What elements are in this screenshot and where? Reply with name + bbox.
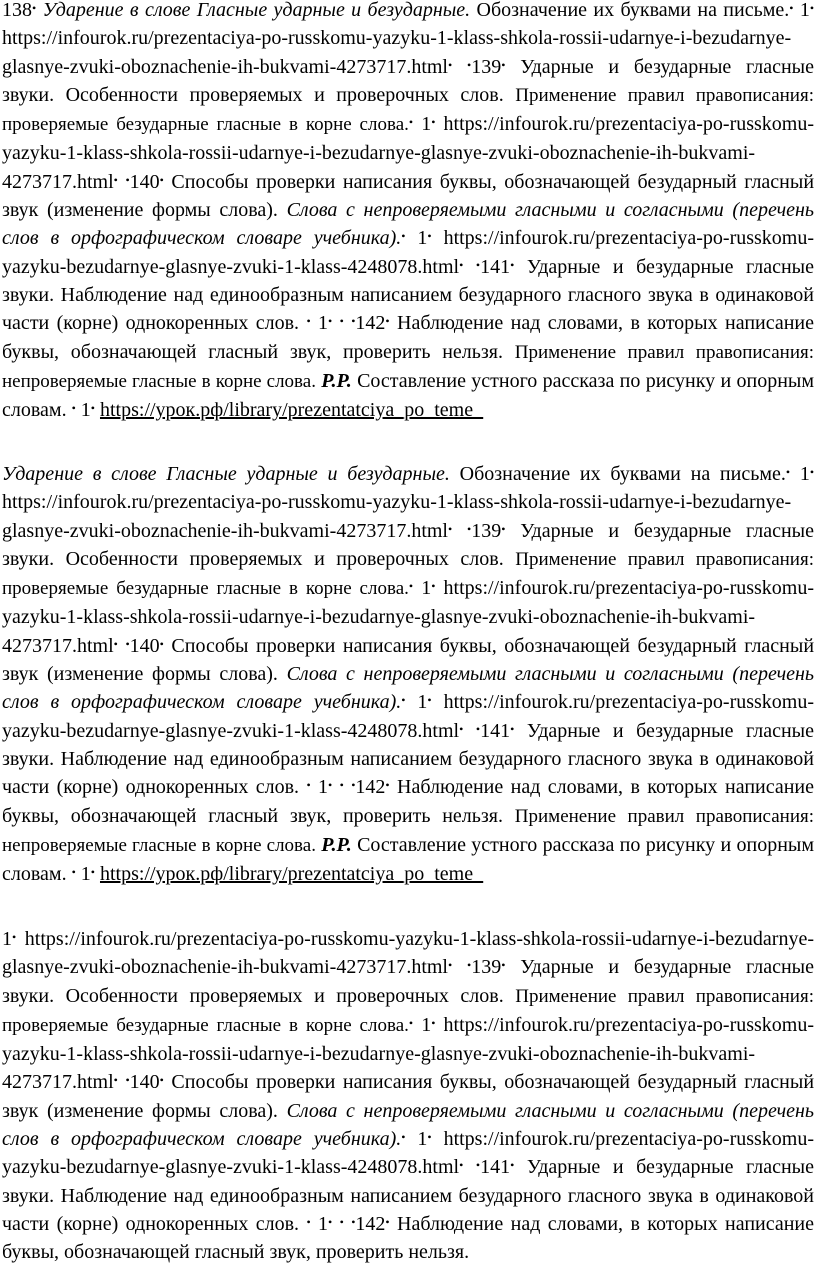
lesson-title: Ударные и безударные гласные звуки. Наблюдение над единообразным написанием безударного гласного звука в одинаковой части (корне) однокоренных слов. [2, 719, 814, 799]
bullet-icon: • [339, 314, 344, 329]
bullet-icon: • [113, 172, 118, 187]
bullet-icon: • [431, 115, 436, 130]
hours-count: 1 [80, 399, 91, 422]
hours-count: 1 [318, 776, 329, 799]
lesson-number: 139 [471, 519, 502, 542]
lesson-number: 139 [471, 55, 502, 78]
bullet-icon: • [431, 579, 436, 594]
lesson-title: Обозначение их буквами на письме. [476, 0, 790, 21]
bullet-icon: • [306, 778, 311, 793]
bullet-icon: • [351, 314, 356, 329]
lesson-number: 141 [480, 719, 511, 742]
bullet-icon: • [475, 721, 481, 736]
bullet-icon: • [328, 778, 333, 793]
bullet-icon: • [427, 229, 432, 244]
hours-count: 1 [417, 1128, 428, 1151]
bullet-icon: • [467, 57, 472, 72]
bullet-icon: • [408, 579, 414, 594]
lesson-note-italic: Слова с непроверяемыми гласными и согласными (перечень слов в орфографическом словаре учебника). [2, 663, 815, 714]
hours-count: 1 [417, 691, 428, 714]
lesson-number: 138 [2, 0, 32, 21]
lesson-rules: Применение правил правописания: проверяемые безударные гласные в корне слова. [2, 548, 814, 600]
lesson-number: 142 [355, 1212, 386, 1235]
lesson-number: 140 [129, 170, 160, 193]
lesson-note-italic: Слова с непроверяемыми гласными и согласными (перечень слов в орфографическом словаре учебника). [2, 199, 815, 250]
lesson-title: Составление устного рассказа по рисунку и опорным словам. [2, 369, 815, 422]
bullet-icon: • [328, 314, 333, 329]
bullet-icon: • [789, 1, 794, 15]
hours-count: 1 [80, 863, 91, 886]
bullet-icon: • [408, 115, 414, 130]
bullet-icon: • [90, 865, 95, 880]
bullet-icon: • [125, 172, 130, 187]
bullet-icon: • [328, 1214, 333, 1229]
resource-link[interactable]: https://infourok.ru/prezentaciya-po-russkomu-yazyku-1-klass-shkola-rossii-udarnye-i-bezudarnye-glasnye-zvuki-oboznachenie-ih-bukvami-4273717.html [2, 1013, 815, 1094]
bullet-icon: • [113, 1073, 118, 1088]
lesson-title: Способы проверки написания буквы, обозначающей безударный гласный звук (изменение формы слова). [2, 170, 815, 222]
resource-link[interactable]: https://урок.рф/library/prezentatciya_po_teme_ [99, 863, 484, 886]
resource-link[interactable]: https://урок.рф/library/prezentatciya_po_teme_ [99, 399, 484, 422]
bullet-icon: • [448, 521, 453, 536]
lesson-title-italic: Ударение в слове Гласные ударные и безударные. [2, 463, 450, 485]
lesson-title: Наблюдение над словами, в которых написание буквы, обозначающей гласный звук, проверить нельзя. [2, 312, 815, 363]
lesson-paragraph-1 [2, 0, 814, 424]
lesson-number: 142 [355, 776, 386, 799]
resource-link[interactable]: https://infourok.ru/prezentaciya-po-russkomu-yazyku-bezudarnye-glasnye-zvuki-1-klass-4248078.html [2, 1128, 815, 1179]
lesson-note-italic: Слова с непроверяемыми гласными и согласными (перечень слов в орфографическом словаре учебника). [2, 1099, 815, 1151]
bullet-icon: • [401, 693, 406, 708]
bullet-icon: • [510, 721, 515, 736]
bullet-icon: • [785, 465, 791, 479]
bullet-icon: • [809, 1, 815, 15]
lesson-paragraph-3 [2, 925, 814, 1263]
lesson-rules: Применение правил правописания: проверяемые безударные гласные в корне слова. [2, 84, 814, 136]
bullet-icon: • [501, 521, 506, 536]
hours-count: 1 [421, 113, 432, 136]
bullet-icon: • [125, 636, 130, 651]
bullet-icon: • [459, 257, 464, 272]
bullet-icon: • [306, 1214, 311, 1229]
bullet-icon: • [501, 958, 506, 973]
resource-link[interactable]: https://infourok.ru/prezentaciya-po-russkomu-yazyku-bezudarnye-glasnye-zvuki-1-klass-4248078.html [2, 227, 815, 278]
bullet-icon: • [467, 521, 472, 536]
bullet-icon: • [339, 778, 344, 793]
resource-link[interactable]: https://infourok.ru/prezentaciya-po-russkomu-yazyku-1-klass-shkola-rossii-udarnye-i-bezudarnye-glasnye-zvuki-oboznachenie-ih-bukvami-4273717.html [2, 491, 792, 542]
lesson-title: Способы проверки написания буквы, обозначающей безударный гласный звук (изменение формы слова). [2, 1071, 815, 1122]
bullet-icon: • [71, 401, 76, 416]
bullet-icon: • [306, 314, 311, 329]
lesson-number: 140 [129, 634, 160, 657]
hours-count: 1 [421, 1013, 432, 1036]
hours-count: 1 [799, 0, 810, 21]
bullet-icon: • [113, 636, 118, 651]
bullet-icon: • [809, 465, 815, 479]
bullet-icon: • [159, 636, 164, 651]
bullet-icon: • [510, 257, 515, 272]
hours-count: 1 [2, 928, 12, 950]
lesson-number: 141 [480, 255, 511, 278]
bullet-icon: • [475, 1158, 481, 1173]
hours-count: 1 [318, 312, 329, 335]
rr-label: Р.Р. [321, 369, 352, 392]
lesson-title: Обозначение их буквами на письме. [459, 463, 786, 485]
hours-count: 1 [417, 227, 428, 250]
bullet-icon: • [159, 1073, 164, 1088]
bullet-icon: • [351, 1214, 356, 1229]
bullet-icon: • [12, 930, 17, 944]
bullet-icon: • [385, 778, 390, 793]
bullet-icon: • [125, 1073, 130, 1088]
bullet-icon: • [467, 958, 472, 973]
bullet-icon: • [427, 693, 432, 708]
bullet-icon: • [459, 721, 464, 736]
bullet-icon: • [385, 1214, 390, 1229]
resource-link[interactable]: https://infourok.ru/prezentaciya-po-russkomu-yazyku-1-klass-shkola-rossii-udarnye-i-bezudarnye-glasnye-zvuki-oboznachenie-ih-bukvami-4273717.html [2, 27, 792, 78]
resource-link[interactable]: https://infourok.ru/prezentaciya-po-russkomu-yazyku-bezudarnye-glasnye-zvuki-1-klass-4248078.html [2, 691, 815, 742]
lesson-rules: Применение правил правописания: непроверяемые гласные в корне слова. [2, 805, 814, 856]
resource-link[interactable]: https://infourok.ru/prezentaciya-po-russkomu-yazyku-1-klass-shkola-rossii-udarnye-i-bezudarnye-glasnye-zvuki-oboznachenie-ih-bukvami-4273717.html [2, 577, 815, 657]
bullet-icon: • [448, 958, 453, 973]
lesson-title: Ударные и безударные гласные звуки. Наблюдение над единообразным написанием безударного гласного звука в одинаковой части (корне) однокоренных слов. [2, 1156, 814, 1235]
lesson-rules: Применение правил правописания: непроверяемые гласные в корне слова. [2, 341, 814, 392]
bullet-icon: • [401, 229, 406, 244]
lesson-title: Наблюдение над словами, в которых написание буквы, обозначающей гласный звук, проверить нельзя. [2, 776, 815, 827]
bullet-icon: • [431, 1015, 436, 1030]
resource-link[interactable]: https://infourok.ru/prezentaciya-po-russkomu-yazyku-1-klass-shkola-rossii-udarnye-i-bezudarnye-glasnye-zvuki-oboznachenie-ih-bukvami-4273717.html [2, 113, 815, 193]
bullet-icon: • [351, 778, 356, 793]
bullet-icon: • [427, 1130, 432, 1145]
bullet-icon: • [401, 1130, 406, 1145]
bullet-icon: • [90, 401, 95, 416]
lesson-number: 142 [355, 312, 386, 335]
lesson-title: Ударные и безударные гласные звуки. Особенности проверяемых и проверочных слов. [2, 956, 814, 1007]
lesson-title: Ударные и безударные гласные звуки. Особенности проверяемых и проверочных слов. [2, 519, 814, 570]
lesson-paragraph-2 [2, 460, 814, 888]
bullet-icon: • [475, 257, 481, 272]
lesson-number: 139 [471, 956, 502, 979]
rr-label: Р.Р. [321, 833, 352, 856]
bullet-icon: • [339, 1214, 344, 1229]
bullet-icon: • [510, 1158, 515, 1173]
lesson-title: Составление устного рассказа по рисунку и опорным словам. [2, 833, 815, 886]
lesson-title: Ударные и безударные гласные звуки. Особенности проверяемых и проверочных слов. [2, 55, 814, 106]
hours-count: 1 [318, 1212, 329, 1235]
bullet-icon: • [459, 1158, 464, 1173]
bullet-icon: • [408, 1015, 414, 1030]
bullet-icon: • [385, 314, 390, 329]
bullet-icon: • [32, 1, 37, 15]
lesson-title-italic: Ударение в слове Гласные ударные и безударные. [42, 0, 471, 21]
bullet-icon: • [71, 865, 76, 880]
bullet-icon: • [159, 172, 164, 187]
lesson-rules: Применение правил правописания: проверяемые безударные гласные в корне слова. [2, 985, 814, 1036]
resource-link[interactable]: https://infourok.ru/prezentaciya-po-russkomu-yazyku-1-klass-shkola-rossii-udarnye-i-bezudarnye-glasnye-zvuki-oboznachenie-ih-bukvami-4273717.html [2, 928, 814, 979]
lesson-title: Способы проверки написания буквы, обозначающей безударный гласный звук (изменение формы слова). [2, 634, 815, 686]
hours-count: 1 [421, 577, 432, 600]
lesson-number: 140 [129, 1071, 160, 1094]
lesson-number: 141 [480, 1156, 511, 1179]
lesson-title: Ударные и безударные гласные звуки. Наблюдение над единообразным написанием безударного гласного звука в одинаковой части (корне) однокоренных слов. [2, 255, 814, 335]
lesson-title: Наблюдение над словами, в которых написание буквы, обозначающей гласный звук, проверить нельзя. [2, 1212, 815, 1263]
bullet-icon: • [448, 57, 453, 72]
hours-count: 1 [799, 463, 810, 485]
bullet-icon: • [501, 57, 506, 72]
